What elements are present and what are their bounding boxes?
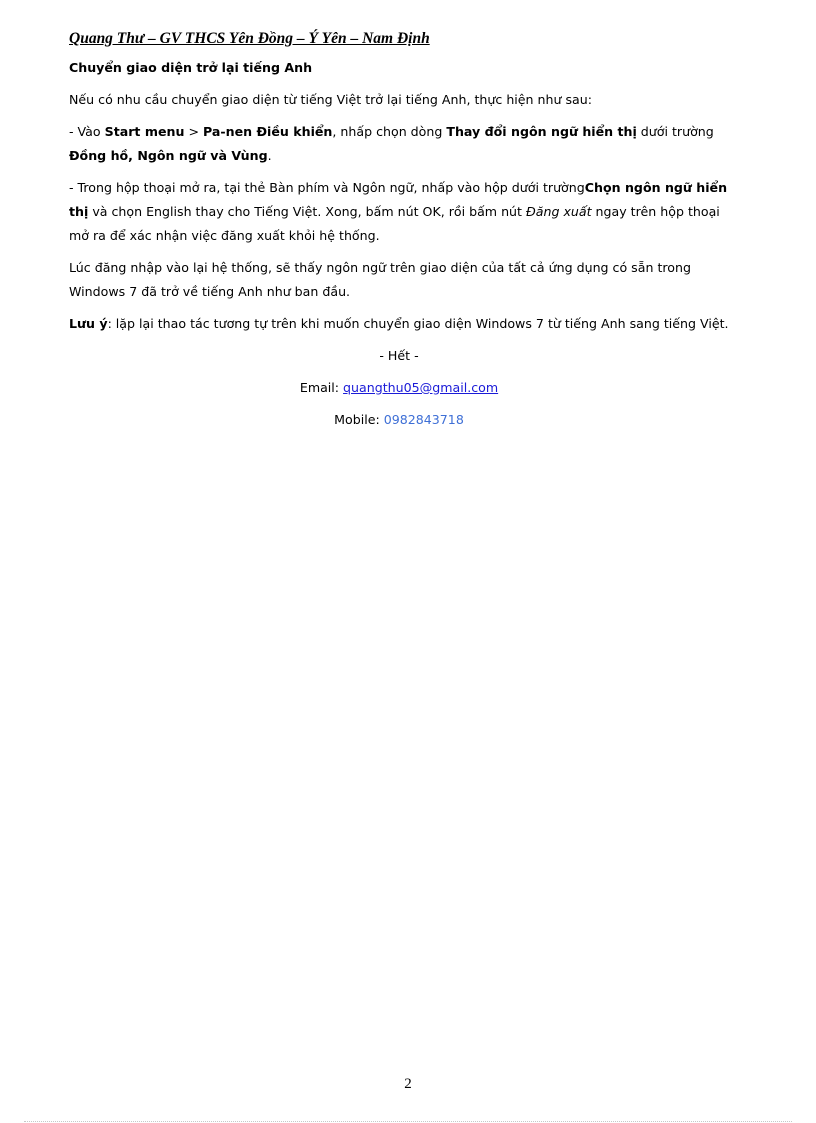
step-1-text-b: > [184,124,203,139]
note-label: Lưu ý [69,316,108,331]
note-text: : lặp lại thao tác tương tự trên khi muốn chuyển giao diện Windows 7 từ tiếng Anh sang tiếng Việt. [107,316,729,331]
relogin-paragraph: Lúc đăng nhập vào lại hệ thống, sẽ thấy ngôn ngữ trên giao diện của tất cả ứng dụng có sẵn trong Windows 7 đã trở về tiếng Anh như ban đầu. [69,260,691,299]
step-1-text-d: dưới trường [636,124,714,139]
page-bottom-divider [24,1121,792,1122]
step-2-text-c: ngay trên hộp thoại mở ra để xác nhận việc đăng xuất khỏi hệ thống. [69,204,720,243]
page-number: 2 [404,1076,412,1092]
email-line [69,376,729,400]
section-title: Chuyển giao diện trở lại tiếng Anh [69,60,313,75]
choose-display-language-term: Chọn ngôn ngữ hiển thị [69,180,728,219]
mobile-label: Mobile: [334,412,384,427]
step-1-text-c: , nhấp chọn dòng [332,124,447,139]
change-display-language-term: Thay đổi ngôn ngữ hiển thị [446,124,637,139]
step-2-paragraph [69,176,729,248]
start-menu-term: Start menu [104,124,185,139]
step-1-text-a: - Vào [69,124,105,139]
note-paragraph [69,312,729,336]
mobile-number: 0982843718 [383,412,464,427]
email-label: Email: [299,380,344,395]
step-1-text-e: . [267,148,272,163]
page-header: Quang Thư – GV THCS Yên Đồng – Ý Yên – Nam Định [69,30,430,47]
email-link[interactable]: quangthu05@gmail.com [343,380,499,395]
intro-paragraph: Nếu có nhu cầu chuyển giao diện từ tiếng Việt trở lại tiếng Anh, thực hiện như sau: [69,92,592,107]
mobile-line [69,408,729,432]
end-marker: - Hết - [379,348,419,363]
log-off-term: Đăng xuất [525,204,592,219]
step-1-paragraph [69,120,729,168]
document-body [69,56,729,440]
control-panel-term: Pa-nen Điều khiển [203,124,333,139]
step-2-text-a: - Trong hộp thoại mở ra, tại thẻ Bàn phím và Ngôn ngữ, nhấp vào hộp dưới trường [69,180,585,195]
clock-language-region-term: Đồng hồ, Ngôn ngữ và Vùng [69,148,268,163]
step-2-text-b: và chọn English thay cho Tiếng Việt. Xong, bấm nút OK, rồi bấm nút [88,204,526,219]
